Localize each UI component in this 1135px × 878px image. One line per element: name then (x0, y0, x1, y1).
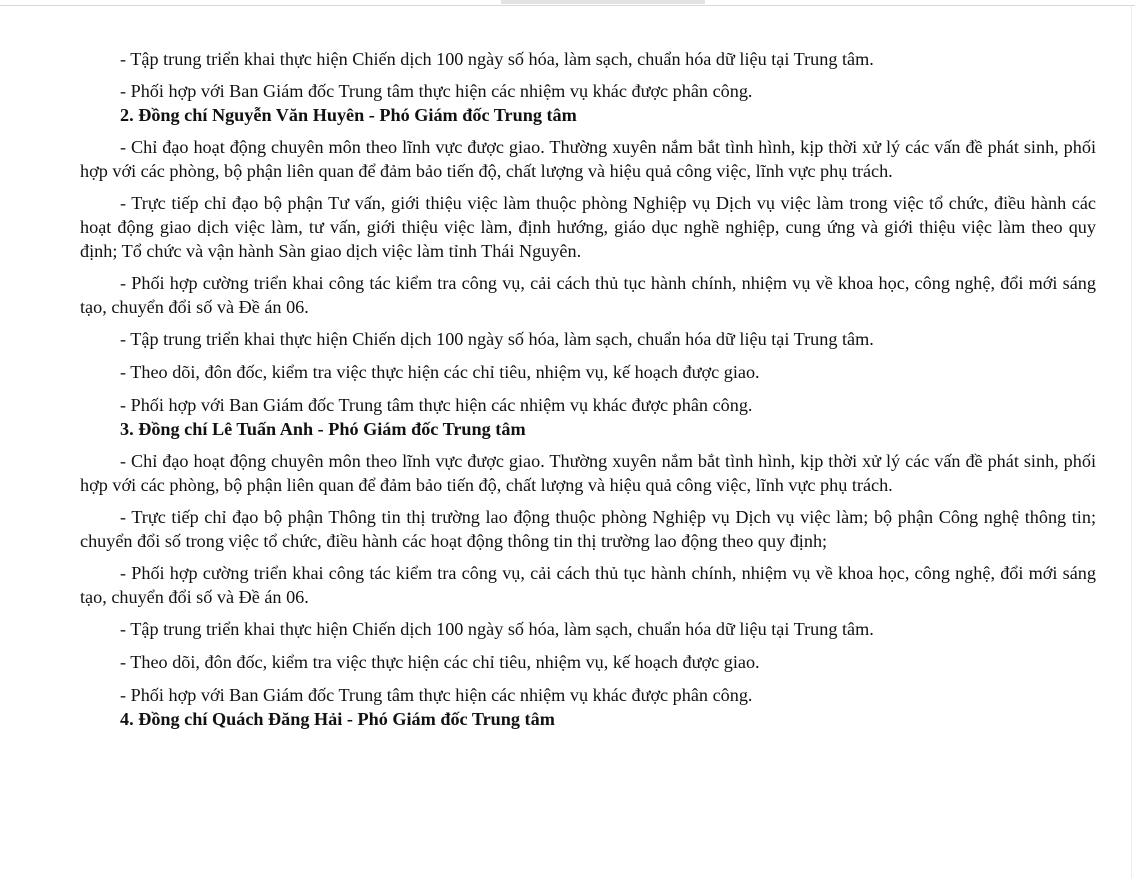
paragraph: - Tập trung triển khai thực hiện Chiến dịch 100 ngày số hóa, làm sạch, chuẩn hóa dữ liệu tại Trung tâm. (120, 49, 874, 69)
paragraph: - Phối hợp với Ban Giám đốc Trung tâm thực hiện các nhiệm vụ khác được phân công. (120, 395, 753, 415)
paragraph: - Phối hợp với Ban Giám đốc Trung tâm thực hiện các nhiệm vụ khác được phân công. (120, 685, 753, 705)
paragraph: - Theo dõi, đôn đốc, kiểm tra việc thực hiện các chỉ tiêu, nhiệm vụ, kế hoạch được giao. (120, 362, 760, 382)
page-edge (1131, 6, 1132, 878)
paragraph: - Phối hợp cường triển khai công tác kiểm tra công vụ, cải cách thủ tục hành chính, nhiệm vụ về khoa học, công nghệ, đổi mới sáng tạo, chuyển đổi số và Đề án 06. (80, 273, 1096, 317)
horizontal-scroll-thumb[interactable] (501, 0, 705, 4)
paragraph: - Phối hợp cường triển khai công tác kiểm tra công vụ, cải cách thủ tục hành chính, nhiệm vụ về khoa học, công nghệ, đổi mới sáng tạo, chuyển đổi số và Đề án 06. (80, 563, 1096, 607)
paragraph: - Chỉ đạo hoạt động chuyên môn theo lĩnh vực được giao. Thường xuyên nắm bắt tình hình, kịp thời xử lý các vấn đề phát sinh, phối hợp với các phòng, bộ phận liên quan để đảm bảo tiến độ, chất lượng và hiệu quả công việc, lĩnh vực phụ trách. (80, 137, 1096, 181)
paragraph: - Tập trung triển khai thực hiện Chiến dịch 100 ngày số hóa, làm sạch, chuẩn hóa dữ liệu tại Trung tâm. (120, 619, 874, 639)
paragraph: - Trực tiếp chỉ đạo bộ phận Tư vấn, giới thiệu việc làm thuộc phòng Nghiệp vụ Dịch vụ việc làm trong việc tổ chức, điều hành các hoạt động giao dịch việc làm, tư vấn, giới thiệu việc làm, định hướng, giáo dục nghề nghiệp, cung ứng và giới thiệu việc làm theo quy định; Tổ chức và vận hành Sàn giao dịch việc làm tỉnh Thái Nguyên. (80, 193, 1096, 261)
paragraph: - Chỉ đạo hoạt động chuyên môn theo lĩnh vực được giao. Thường xuyên nắm bắt tình hình, kịp thời xử lý các vấn đề phát sinh, phối hợp với các phòng, bộ phận liên quan để đảm bảo tiến độ, chất lượng và hiệu quả công việc, lĩnh vực phụ trách. (80, 451, 1096, 495)
document-body (80, 47, 1096, 731)
paragraph: - Phối hợp với Ban Giám đốc Trung tâm thực hiện các nhiệm vụ khác được phân công. (120, 81, 753, 101)
paragraph: - Trực tiếp chỉ đạo bộ phận Thông tin thị trường lao động thuộc phòng Nghiệp vụ Dịch vụ việc làm; bộ phận Công nghệ thông tin; chuyển đổi số trong việc tổ chức, điều hành các hoạt động thông tin thị trường lao động theo quy định; (80, 507, 1096, 551)
paragraph: - Theo dõi, đôn đốc, kiểm tra việc thực hiện các chỉ tiêu, nhiệm vụ, kế hoạch được giao. (120, 652, 760, 672)
section-heading: 2. Đồng chí Nguyễn Văn Huyên - Phó Giám đốc Trung tâm (120, 105, 577, 125)
paragraph: - Tập trung triển khai thực hiện Chiến dịch 100 ngày số hóa, làm sạch, chuẩn hóa dữ liệu tại Trung tâm. (120, 329, 874, 349)
section-heading: 3. Đồng chí Lê Tuấn Anh - Phó Giám đốc Trung tâm (120, 419, 526, 439)
section-heading: 4. Đồng chí Quách Đăng Hải - Phó Giám đốc Trung tâm (120, 709, 555, 729)
